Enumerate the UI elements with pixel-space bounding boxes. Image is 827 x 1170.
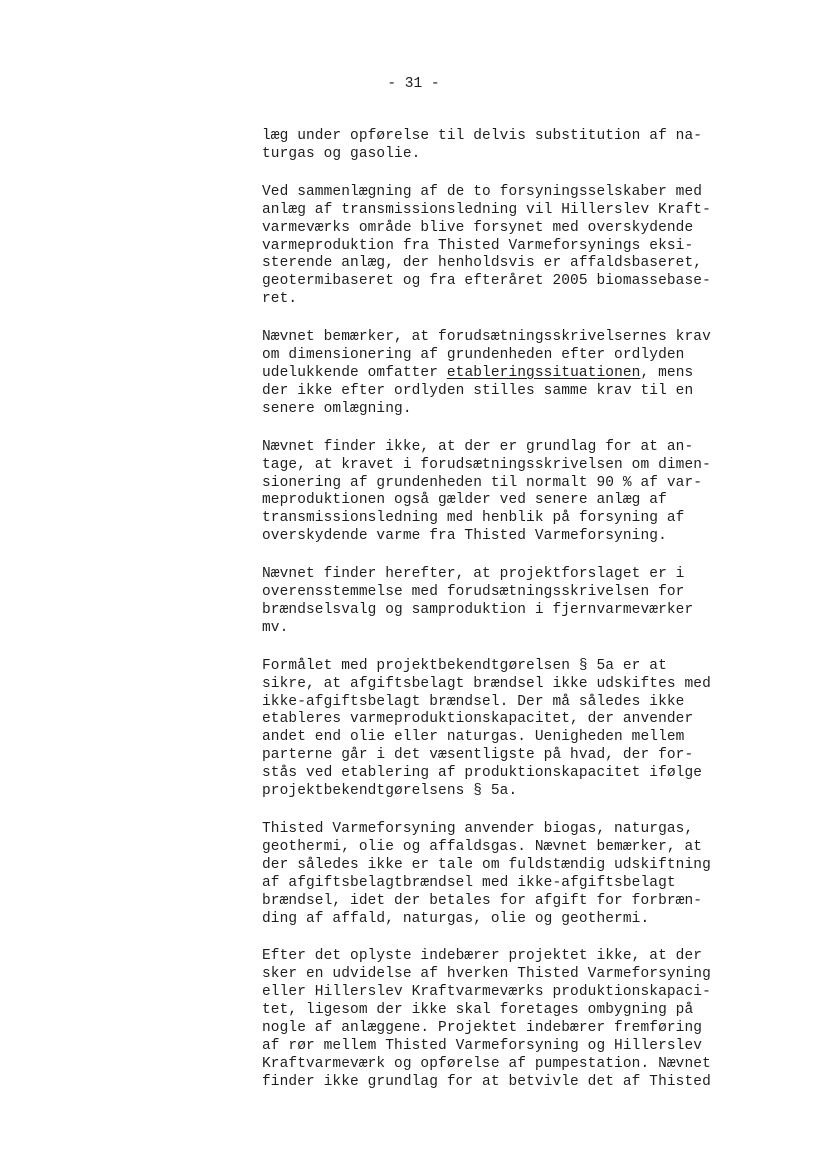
document-body [262, 128, 762, 1112]
paragraph-7 [262, 821, 762, 928]
text-line: varmeværks område blive forsynet med overskydende [262, 219, 694, 236]
text-line: Efter det oplyste indebærer projektet ikke, at der [262, 948, 703, 965]
text-line: af rør mellem Thisted Varmeforsyning og Hillerslev [262, 1037, 703, 1054]
text-line: transmissionsledning med henblik på forsyning af [262, 510, 685, 527]
text-line: etableres varmeproduktionskapacitet, der anvender [262, 711, 694, 728]
text-line: parterne går i det væsentligste på hvad, der for- [262, 747, 694, 764]
text-line: Nævnet finder ikke, at der er grundlag for at an- [262, 438, 694, 455]
text-line: senere omlægning. [262, 400, 412, 417]
text-line: Ved sammenlægning af de to forsyningsselskaber med [262, 183, 703, 200]
text-line: Nævnet finder herefter, at projektforslaget er i [262, 566, 685, 583]
text-line: sker en udvidelse af hverken Thisted Varmeforsyning [262, 966, 711, 983]
text-line: anlæg af transmissionsledning vil Hillerslev Kraft- [262, 201, 711, 218]
text-line: tet, ligesom der ikke skal foretages ombygning på [262, 1002, 694, 1019]
text-line: sionering af grundenheden til normalt 90 % af var- [262, 474, 703, 491]
text-line: overskydende varme fra Thisted Varmeforsyning. [262, 528, 667, 545]
text-line: der ikke efter ordlyden stilles samme krav til en [262, 382, 694, 399]
paragraph-1 [262, 128, 762, 164]
paragraph-6 [262, 658, 762, 801]
text-line: der således ikke er tale om fuldstændig udskiftning [262, 856, 711, 873]
paragraph-3 [262, 329, 762, 419]
paragraph-8 [262, 948, 762, 1091]
text-line: af afgiftsbelagtbrændsel med ikke-afgiftsbelagt [262, 874, 676, 891]
text-line: stås ved etablering af produktionskapacitet ifølge [262, 765, 703, 782]
page-number: - 31 - [387, 76, 440, 92]
paragraph-2 [262, 184, 762, 309]
paragraph-4 [262, 439, 762, 546]
text-line: turgas og gasolie. [262, 145, 421, 162]
text-segment: , mens [640, 364, 694, 381]
text-line: geotermibaseret og fra efteråret 2005 biomassebase- [262, 273, 711, 290]
text-line: brændsel, idet der betales for afgift for forbræn- [262, 892, 703, 909]
text-line: projektbekendtgørelsens § 5a. [262, 783, 518, 800]
text-line: Nævnet bemærker, at forudsætningsskrivelsernes krav [262, 329, 711, 346]
text-line: Formålet med projektbekendtgørelsen § 5a er at [262, 657, 667, 674]
text-line: om dimensionering af grundenheden efter ordlyden [262, 347, 685, 364]
text-line: sikre, at afgiftsbelagt brændsel ikke udskiftes med [262, 675, 711, 692]
text-line: brændselsvalg og samproduktion i fjernvarmeværker [262, 601, 694, 618]
text-line: eller Hillerslev Kraftvarmeværks produktionskapaci- [262, 984, 711, 1001]
text-line: sterende anlæg, der henholdsvis er affaldsbaseret, [262, 255, 703, 272]
text-segment: udelukkende omfatter [262, 364, 447, 381]
text-line: ding af affald, naturgas, olie og geothermi. [262, 910, 650, 927]
text-line: Thisted Varmeforsyning anvender biogas, naturgas, [262, 821, 694, 837]
text-line: læg under opførelse til delvis substitution af na- [262, 128, 703, 144]
text-line-with-underline [262, 365, 762, 383]
text-line: varmeproduktion fra Thisted Varmeforsynings eksi- [262, 237, 694, 254]
text-line: mv. [262, 619, 289, 636]
text-line: nogle af anlæggene. Projektet indebærer fremføring [262, 1020, 703, 1037]
text-line: Kraftvarmeværk og opførelse af pumpestation. Nævnet [262, 1055, 711, 1072]
text-line: overensstemmelse med forudsætningsskrivelsen for [262, 584, 685, 601]
text-line: meproduktionen også gælder ved senere anlæg af [262, 492, 667, 509]
text-line: finder ikke grundlag for at betvivle det af Thisted [262, 1073, 711, 1090]
text-line: ret. [262, 291, 298, 308]
text-line: andet end olie eller naturgas. Uenigheden mellem [262, 729, 685, 746]
text-line: ikke-afgiftsbelagt brændsel. Der må således ikke [262, 693, 685, 710]
underlined-term: etableringssituationen [446, 364, 641, 381]
text-line: tage, at kravet i forudsætningsskrivelsen om dimen- [262, 456, 711, 473]
text-line: geothermi, olie og affaldsgas. Nævnet bemærker, at [262, 838, 703, 855]
paragraph-5 [262, 566, 762, 638]
